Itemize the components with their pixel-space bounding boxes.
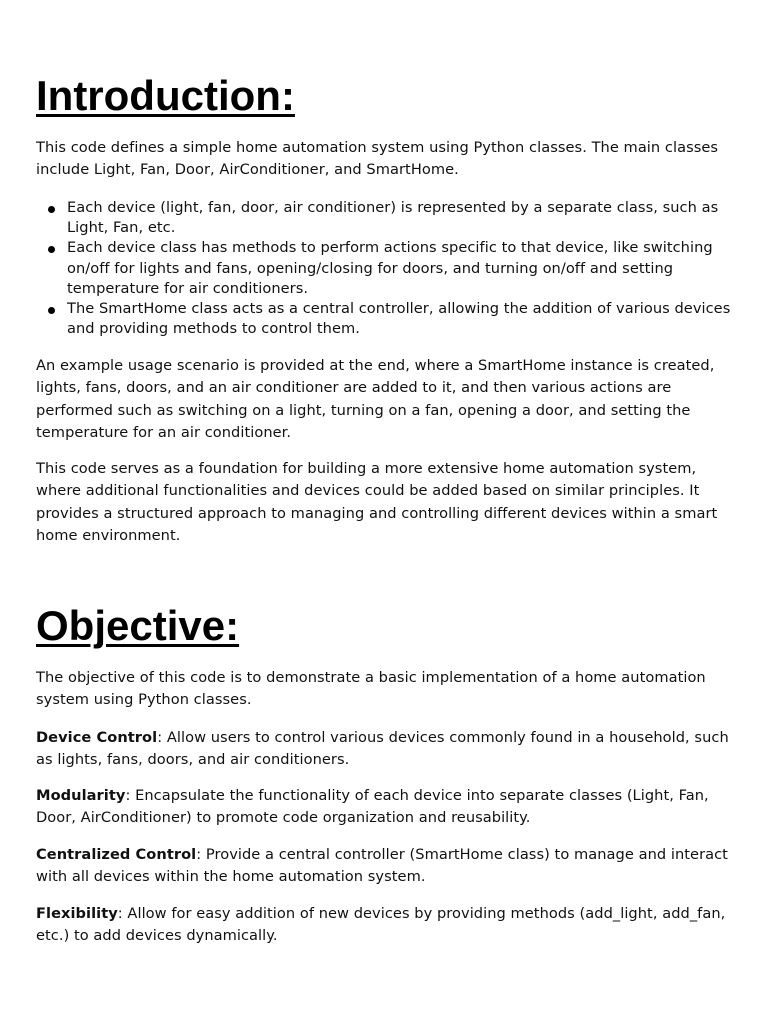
objective-item-centralized-control — [36, 844, 736, 889]
objective-item-term: Flexibility — [36, 905, 118, 922]
objective-heading: Objective: — [36, 602, 240, 649]
list-item — [36, 238, 736, 299]
list-item — [36, 198, 736, 238]
objective-item-term: Centralized Control — [36, 846, 197, 863]
list-item — [36, 299, 736, 339]
bullet-icon — [48, 246, 55, 253]
introduction-paragraph-3: This code serves as a foundation for building a more extensive home automation system, where additional functionalities and devices could be added based on similar principles. It provides a structured approach to managing and controlling different devices within a smart home environment. — [36, 460, 718, 545]
objective-item-term: Modularity — [36, 787, 126, 804]
objective-item-term: Device Control — [36, 729, 158, 746]
bullet-text: Each device (light, fan, door, air conditioner) is represented by a separate class, such as Light, Fan, etc. — [67, 199, 719, 237]
objective-item-modularity — [36, 785, 736, 830]
introduction-bullet-list — [36, 198, 736, 339]
objective-item-device-control — [36, 727, 736, 772]
bullet-icon — [48, 206, 55, 213]
bullet-icon — [48, 307, 55, 314]
objective-item-text: : Encapsulate the functionality of each device into separate classes (Light, Fan, Door, AirConditioner) to promote code organization and reusability. — [36, 787, 709, 827]
objective-item-text: : Provide a central controller (SmartHome class) to manage and interact with all devices within the home automation system. — [36, 846, 728, 886]
introduction-paragraph-2: An example usage scenario is provided at the end, where a SmartHome instance is created, lights, fans, doors, and an air conditioner are added to it, and then various actions are performed such as switching on a light, turning on a fan, opening a door, and setting the temperature for an air conditioner. — [36, 357, 715, 442]
objective-item-text: : Allow users to control various devices commonly found in a household, such as lights, fans, doors, and air conditioners. — [36, 729, 729, 769]
bullet-text: The SmartHome class acts as a central controller, allowing the addition of various devices and providing methods to control them. — [67, 300, 731, 338]
bullet-text: Each device class has methods to perform actions specific to that device, like switching on/off for lights and fans, opening/closing for doors, and turning on/off and setting temperature for air conditioners. — [67, 239, 713, 297]
introduction-paragraph-1: This code defines a simple home automation system using Python classes. The main classes include Light, Fan, Door, AirConditioner, and SmartHome. — [36, 139, 719, 179]
objective-paragraph-1: The objective of this code is to demonstrate a basic implementation of a home automation system using Python classes. — [36, 669, 706, 709]
objective-item-text: : Allow for easy addition of new devices by providing methods (add_light, add_fan, etc.) to add devices dynamically. — [36, 905, 726, 945]
introduction-heading: Introduction: — [36, 72, 295, 119]
objective-item-flexibility — [36, 903, 736, 948]
